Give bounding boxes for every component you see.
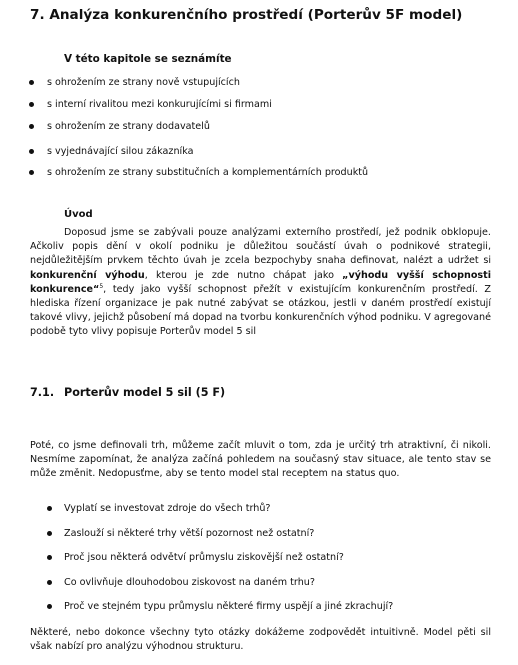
uvod-heading: Úvod (64, 209, 93, 220)
list-item (47, 99, 272, 110)
bullet-icon (29, 102, 34, 107)
list-item-text: s vyjednávající silou zákazníka (47, 146, 194, 157)
bullet-icon (47, 531, 52, 536)
list-item (64, 503, 271, 514)
intro-heading: V této kapitole se seznámíte (64, 53, 232, 65)
list-item (47, 146, 193, 157)
emphasis-text: konkurenční výhodu (30, 269, 145, 281)
chapter-title: 7. Analýza konkurenčního prostředí (Porterův 5F model) (30, 7, 463, 23)
bullet-icon (47, 604, 52, 609)
paragraph-text: , tedy jako vyšší schopnost přežít v existujícím konkurenčním prostředí. Z hlediska řízení organizace je pak nutné zabývat se otázkou, jestli v daném prostředí existují takové vlivy, jejichž působení má dopad na tvorbu konkurenčních výhod podniku. V agregované podobě tyto vlivy popisuje Porterův model 5 sil (30, 283, 491, 338)
bullet-icon (29, 80, 34, 85)
list-item-text: Zaslouží si některé trhy větší pozornost než ostatní? (64, 528, 315, 539)
list-item (47, 121, 210, 132)
list-item (47, 167, 368, 178)
list-item-text: Proč jsou některá odvětví průmyslu ziskovější než ostatní? (64, 552, 344, 563)
list-item (64, 601, 393, 612)
list-item (64, 552, 344, 563)
emphasis-text: „výhodu vyšší schopnosti konkurence“ (30, 269, 491, 295)
section-heading (30, 386, 225, 399)
section-title: Porterův model 5 sil (5 F) (64, 386, 226, 399)
list-item-text: Vyplatí se investovat zdroje do všech trhů? (64, 503, 271, 514)
bullet-icon (47, 580, 52, 585)
bullet-icon (29, 149, 34, 154)
list-item-text: s ohrožením ze strany substitučních a komplementárních produktů (47, 167, 369, 178)
bullet-icon (29, 170, 34, 175)
bullet-icon (47, 555, 52, 560)
closing-paragraph: Některé, nebo dokonce všechny tyto otázky dokážeme zodpovědět intuitivně. Model pěti sil však nabízí pro analýzu výhodnou strukturu. (30, 627, 491, 653)
footnote-marker[interactable]: 5 (99, 282, 104, 290)
section-paragraph: Poté, co jsme definovali trh, můžeme začít mluvit o tom, zda je určitý trh atraktivní, či nikoli. Nesmíme zapomínat, že analýza začíná pohledem na současný stav situace, ale tento stav se může změnit. Nedopusťme, aby se tento model stal receptem na status quo. (30, 440, 491, 480)
list-item-text: Co ovlivňuje dlouhodobou ziskovost na daném trhu? (64, 577, 315, 588)
paragraph-text: Doposud jsme se zabývali pouze analýzami externího prostředí, jež podnik obklopuje. Ačkoliv popis dění v okolí podniku je důležitou součástí úvah o podnikové strategii, nejdůležitějším prvkem těchto úvah je zcela bezpochyby snaha definovat, nalézt a udržet si (30, 227, 491, 267)
list-item (64, 528, 314, 539)
section-number: 7.1. (30, 386, 55, 399)
paragraph-text: , kterou je zde nutno chápat jako (144, 269, 343, 281)
list-item (64, 577, 315, 588)
list-item-text: Proč ve stejném typu průmyslu některé firmy uspějí a jiné zkrachují? (64, 601, 394, 612)
list-item-text: s interní rivalitou mezi konkurujícími si firmami (47, 99, 272, 110)
bullet-icon (29, 124, 34, 129)
list-item-text: s ohrožením ze strany dodavatelů (47, 121, 210, 132)
list-item (47, 77, 240, 88)
uvod-paragraph (30, 226, 491, 340)
list-item-text: s ohrožením ze strany nově vstupujících (47, 77, 240, 88)
bullet-icon (47, 506, 52, 511)
